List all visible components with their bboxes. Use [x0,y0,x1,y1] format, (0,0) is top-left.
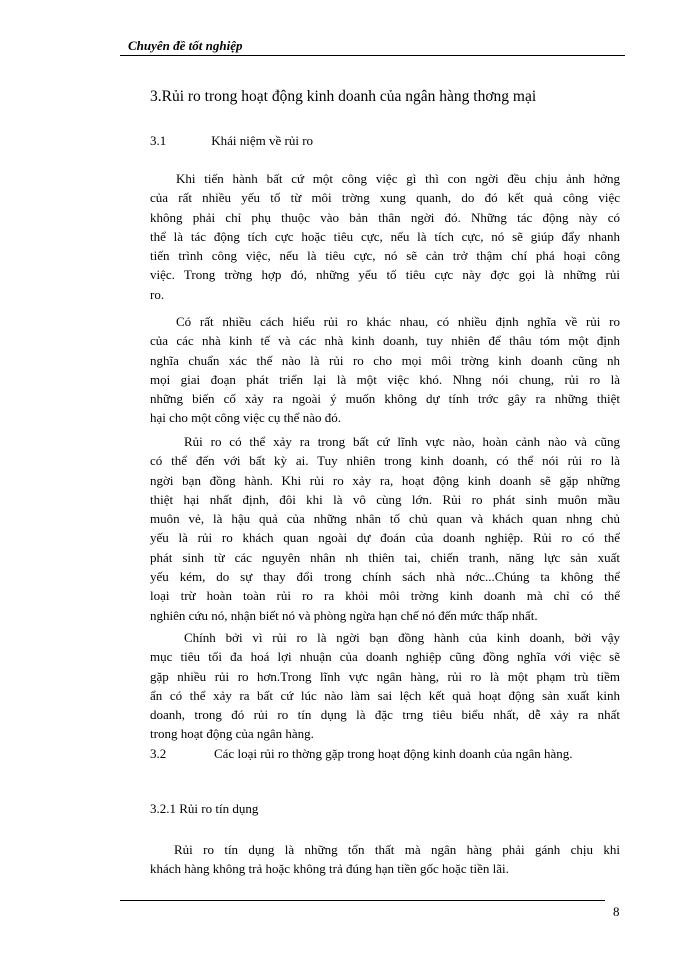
subsection-3-1-label: Khái niệm về rủi ro [211,133,314,148]
subsection-3-1-number: 3.1 [150,133,167,148]
paragraph-line: Khi tiến hành bất cứ một công việc gì thì con ngời đều chịu ảnh hởng [176,171,620,186]
paragraph-line: Có rất nhiều cách hiểu rủi ro khác nhau, có nhiều định nghĩa về rủi ro [176,314,620,329]
paragraph-line: Chính bởi vì rủi ro là ngời bạn đồng hành của kinh doanh, bởi vậy [184,630,620,645]
paragraph-line: nghĩa chuẩn xác thế nào là rủi ro cho mọi môi trờng kinh doanh cũng nh [150,352,620,368]
paragraph-line: muôn vẻ, là hậu quả của những nhân tố chủ quan và khách quan nhng chủ [150,511,620,527]
paragraph-line: thể là tác động tích cực hoặc tiêu cực, nếu là tích cực, nó sẽ giúp đẩy nhanh [150,228,620,244]
paragraph-line: yếu kém, do sự thay đổi trong chính sách nhà nớc...Chúng ta không thể [150,569,620,585]
paragraph-3 [150,432,620,625]
running-header: Chuyên đề tốt nghiệp [128,38,243,53]
paragraph-line: doanh, trong đó rủi ro tín dụng là đặc trng tiêu biểu nhất, dễ xảy ra nhất [150,707,620,723]
subsection-3-2-line [150,745,620,763]
paragraph-line: của các nhà kinh tế và các nhà kinh doanh, tuy nhiên để thâu tóm một định [150,333,620,349]
paragraph-2 [150,312,620,428]
paragraph-line: những biến cố xảy ra ngoài ý muốn không dự tính trớc gây ra những thiệt [150,391,620,407]
subsection-3-2-1: 3.2.1 Rủi ro tín dụng [150,801,259,816]
paragraph-5 [150,840,620,879]
footer-rule [120,900,605,901]
paragraph-line: nghiên cứu nó, nhận biết nó và phòng ngừa hạn chế nó đến mức thấp nhất. [150,607,538,623]
paragraph-line: tiến trình công việc, nếu là tiêu cực, nó sẽ cản trở thậm chí phá hoại công [150,248,620,264]
paragraph-line: không phải chỉ phụ thuộc vào bản thân ngời đó. Những tác động này có [150,209,620,225]
paragraph-line: hại cho một công việc cụ thể nào đó. [150,410,341,426]
page-number: 8 [613,904,620,919]
paragraph-4 [150,628,620,744]
header-rule [120,55,625,56]
paragraph-line: mục tiêu tối đa hoá lợi nhuận của doanh nghiệp cũng đồng nghĩa với việc sẽ [150,649,620,665]
paragraph-line: việc. Trong trờng hợp đó, những yếu tố tiêu cực này đợc gọi là những rủi [150,267,620,283]
paragraph-line: Rủi ro có thể xảy ra trong bất cứ lĩnh vực nào, hoàn cảnh nào và cũng [184,434,620,449]
paragraph-line: Rủi ro tín dụng là những tổn thất mà ngân hàng phải gánh chịu khi [174,842,620,857]
paragraph-line: của rất nhiều yếu tố từ môi trờng xung quanh, do đó kết quả công việc [150,190,620,206]
subsection-3-2-number: 3.2 [150,746,167,761]
paragraph-line: ngời bạn đồng hành. Khi rủi ro xảy ra, hoạt động kinh doanh sẽ gặp những [150,472,620,488]
subsection-3-2-label: Các loại rủi ro thờng gặp trong hoạt động kinh doanh của ngân hàng. [214,746,573,761]
paragraph-line: gặp nhiều rủi ro hơn.Trong lĩnh vực ngân hàng, rủi ro là một phạm trù tiềm [150,668,620,684]
subsection-3-2 [150,745,620,763]
paragraph-line: trong hoạt động của ngân hàng. [150,726,314,742]
subsection-3-1 [150,132,313,150]
section-title: 3.Rủi ro trong hoạt động kinh doanh của ngân hàng thơng mại [150,88,537,105]
paragraph-line: ẩn có thể xảy ra bất cứ lúc nào làm sai lệch kết quả hoạt động sản xuất kinh [150,687,620,703]
paragraph-line: thiệt hại nhất định, đôi khi là vô cùng lớn. Rủi ro phát sinh muôn mầu [150,491,620,507]
paragraph-line: phát sinh từ các nguyên nhân nh thiên tai, chiến tranh, năng lực sản xuất [150,549,620,565]
paragraph-line: ro. [150,286,165,302]
paragraph-1 [150,169,620,304]
paragraph-line: loại trừ hoàn toàn rủi ro ra khỏi môi trờng kinh doanh mà chỉ có thể [150,588,620,604]
paragraph-line: yếu là rủi ro khách quan ngoài dự đoán của doanh nghiệp. Rủi ro có thể [150,530,620,546]
paragraph-line: có thể đến với bất kỳ ai. Tuy nhiên trong kinh doanh, có thể nói rủi ro là [150,453,620,469]
paragraph-line: mọi giai đoạn phát triển lại là một việc khó. Nhng nói chung, rủi ro là [150,371,620,387]
paragraph-line: khách hàng không trả hoặc không trả đúng hạn tiền gốc hoặc tiền lãi. [150,861,509,877]
